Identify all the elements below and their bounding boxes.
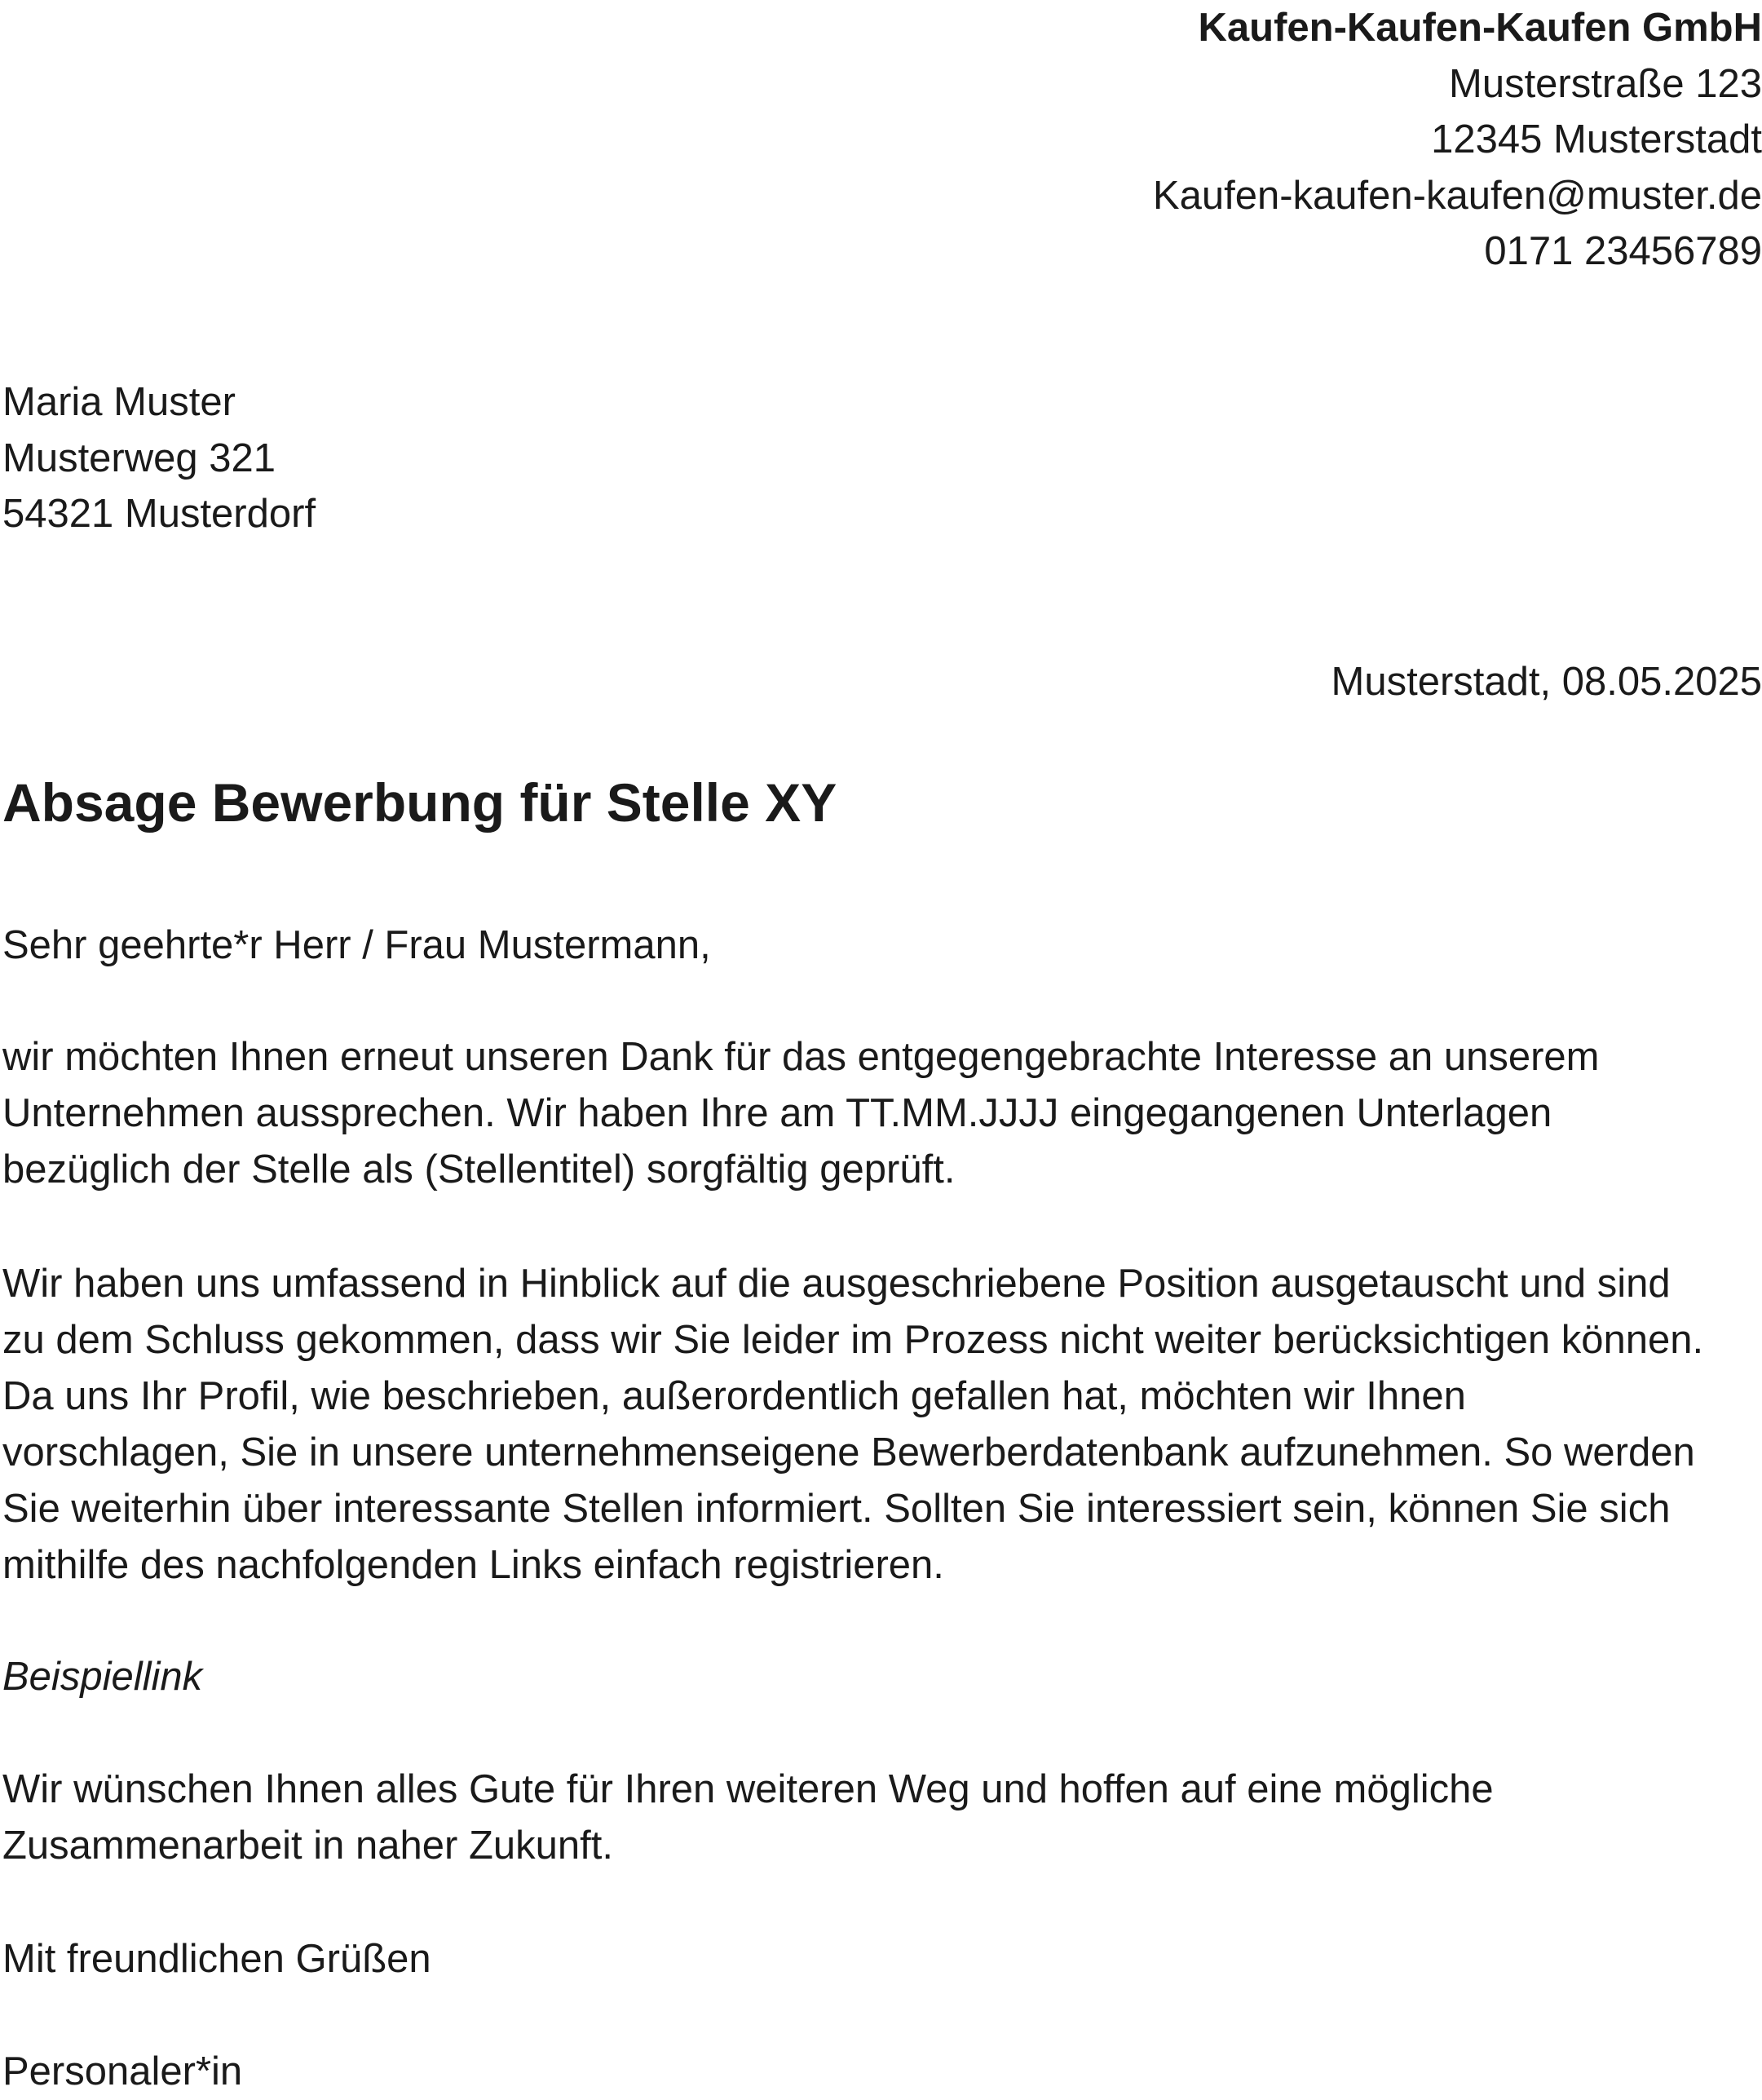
- paragraph-line: Unternehmen aussprechen. Wir haben Ihre am TT.MM.JJJJ eingegangenen Unterlagen: [2, 1091, 1552, 1135]
- paragraph-line: Zusammenarbeit in naher Zukunft.: [2, 1824, 613, 1868]
- sender-phone: 0171 23456789: [1484, 229, 1762, 273]
- paragraph-line: wir möchten Ihnen erneut unseren Dank für das entgegengebrachte Interesse an unserem: [2, 1035, 1600, 1079]
- salutation: Sehr geehrte*r Herr / Frau Mustermann,: [2, 923, 711, 967]
- paragraph-wishes: [2, 1762, 1762, 1874]
- paragraph-rejection: [2, 1256, 1762, 1594]
- paragraph-line: Sie weiterhin über interessante Stellen informiert. Sollten Sie interessiert sein, können Sie sich: [2, 1487, 1671, 1531]
- recipient-street: Musterweg 321: [2, 435, 276, 480]
- paragraph-line: vorschlagen, Sie in unsere unternehmenseigene Bewerberdatenbank aufzunehmen. So werden: [2, 1430, 1695, 1474]
- sender-email: Kaufen-kaufen-kaufen@muster.de: [1152, 173, 1762, 218]
- registration-link[interactable]: Beispiellink: [2, 1655, 203, 1699]
- paragraph-line: zu dem Schluss gekommen, dass wir Sie leider im Prozess nicht weiter berücksichtigen können.: [2, 1318, 1704, 1362]
- paragraph-line: Da uns Ihr Profil, wie beschrieben, außerordentlich gefallen hat, möchten wir Ihnen: [2, 1374, 1466, 1418]
- recipient-city: 54321 Musterdorf: [2, 492, 316, 536]
- letter-subject: Absage Bewerbung für Stelle XY: [2, 772, 837, 833]
- sender-city: 12345 Musterstadt: [1431, 117, 1762, 161]
- letter-date: Musterstadt, 08.05.2025: [1331, 660, 1762, 704]
- sender-street: Musterstraße 123: [1449, 61, 1762, 106]
- closing-phrase: Mit freundlichen Grüßen: [2, 1937, 431, 1981]
- paragraph-line: Wir haben uns umfassend in Hinblick auf die ausgeschriebene Position ausgetauscht und sind: [2, 1262, 1671, 1306]
- signature-name: Personaler*in: [2, 2049, 243, 2093]
- paragraph-thanks: [2, 1029, 1762, 1198]
- paragraph-line: bezüglich der Stelle als (Stellentitel) sorgfältig geprüft.: [2, 1147, 956, 1191]
- recipient-address-block: [2, 374, 316, 542]
- sender-address-block: [784, 0, 1762, 280]
- recipient-name: Maria Muster: [2, 380, 236, 424]
- sender-company: Kaufen-Kaufen-Kaufen GmbH: [1198, 6, 1762, 50]
- paragraph-line: mithilfe des nachfolgenden Links einfach registrieren.: [2, 1543, 944, 1587]
- paragraph-line: Wir wünschen Ihnen alles Gute für Ihren weiteren Weg und hoffen auf eine mögliche: [2, 1767, 1494, 1811]
